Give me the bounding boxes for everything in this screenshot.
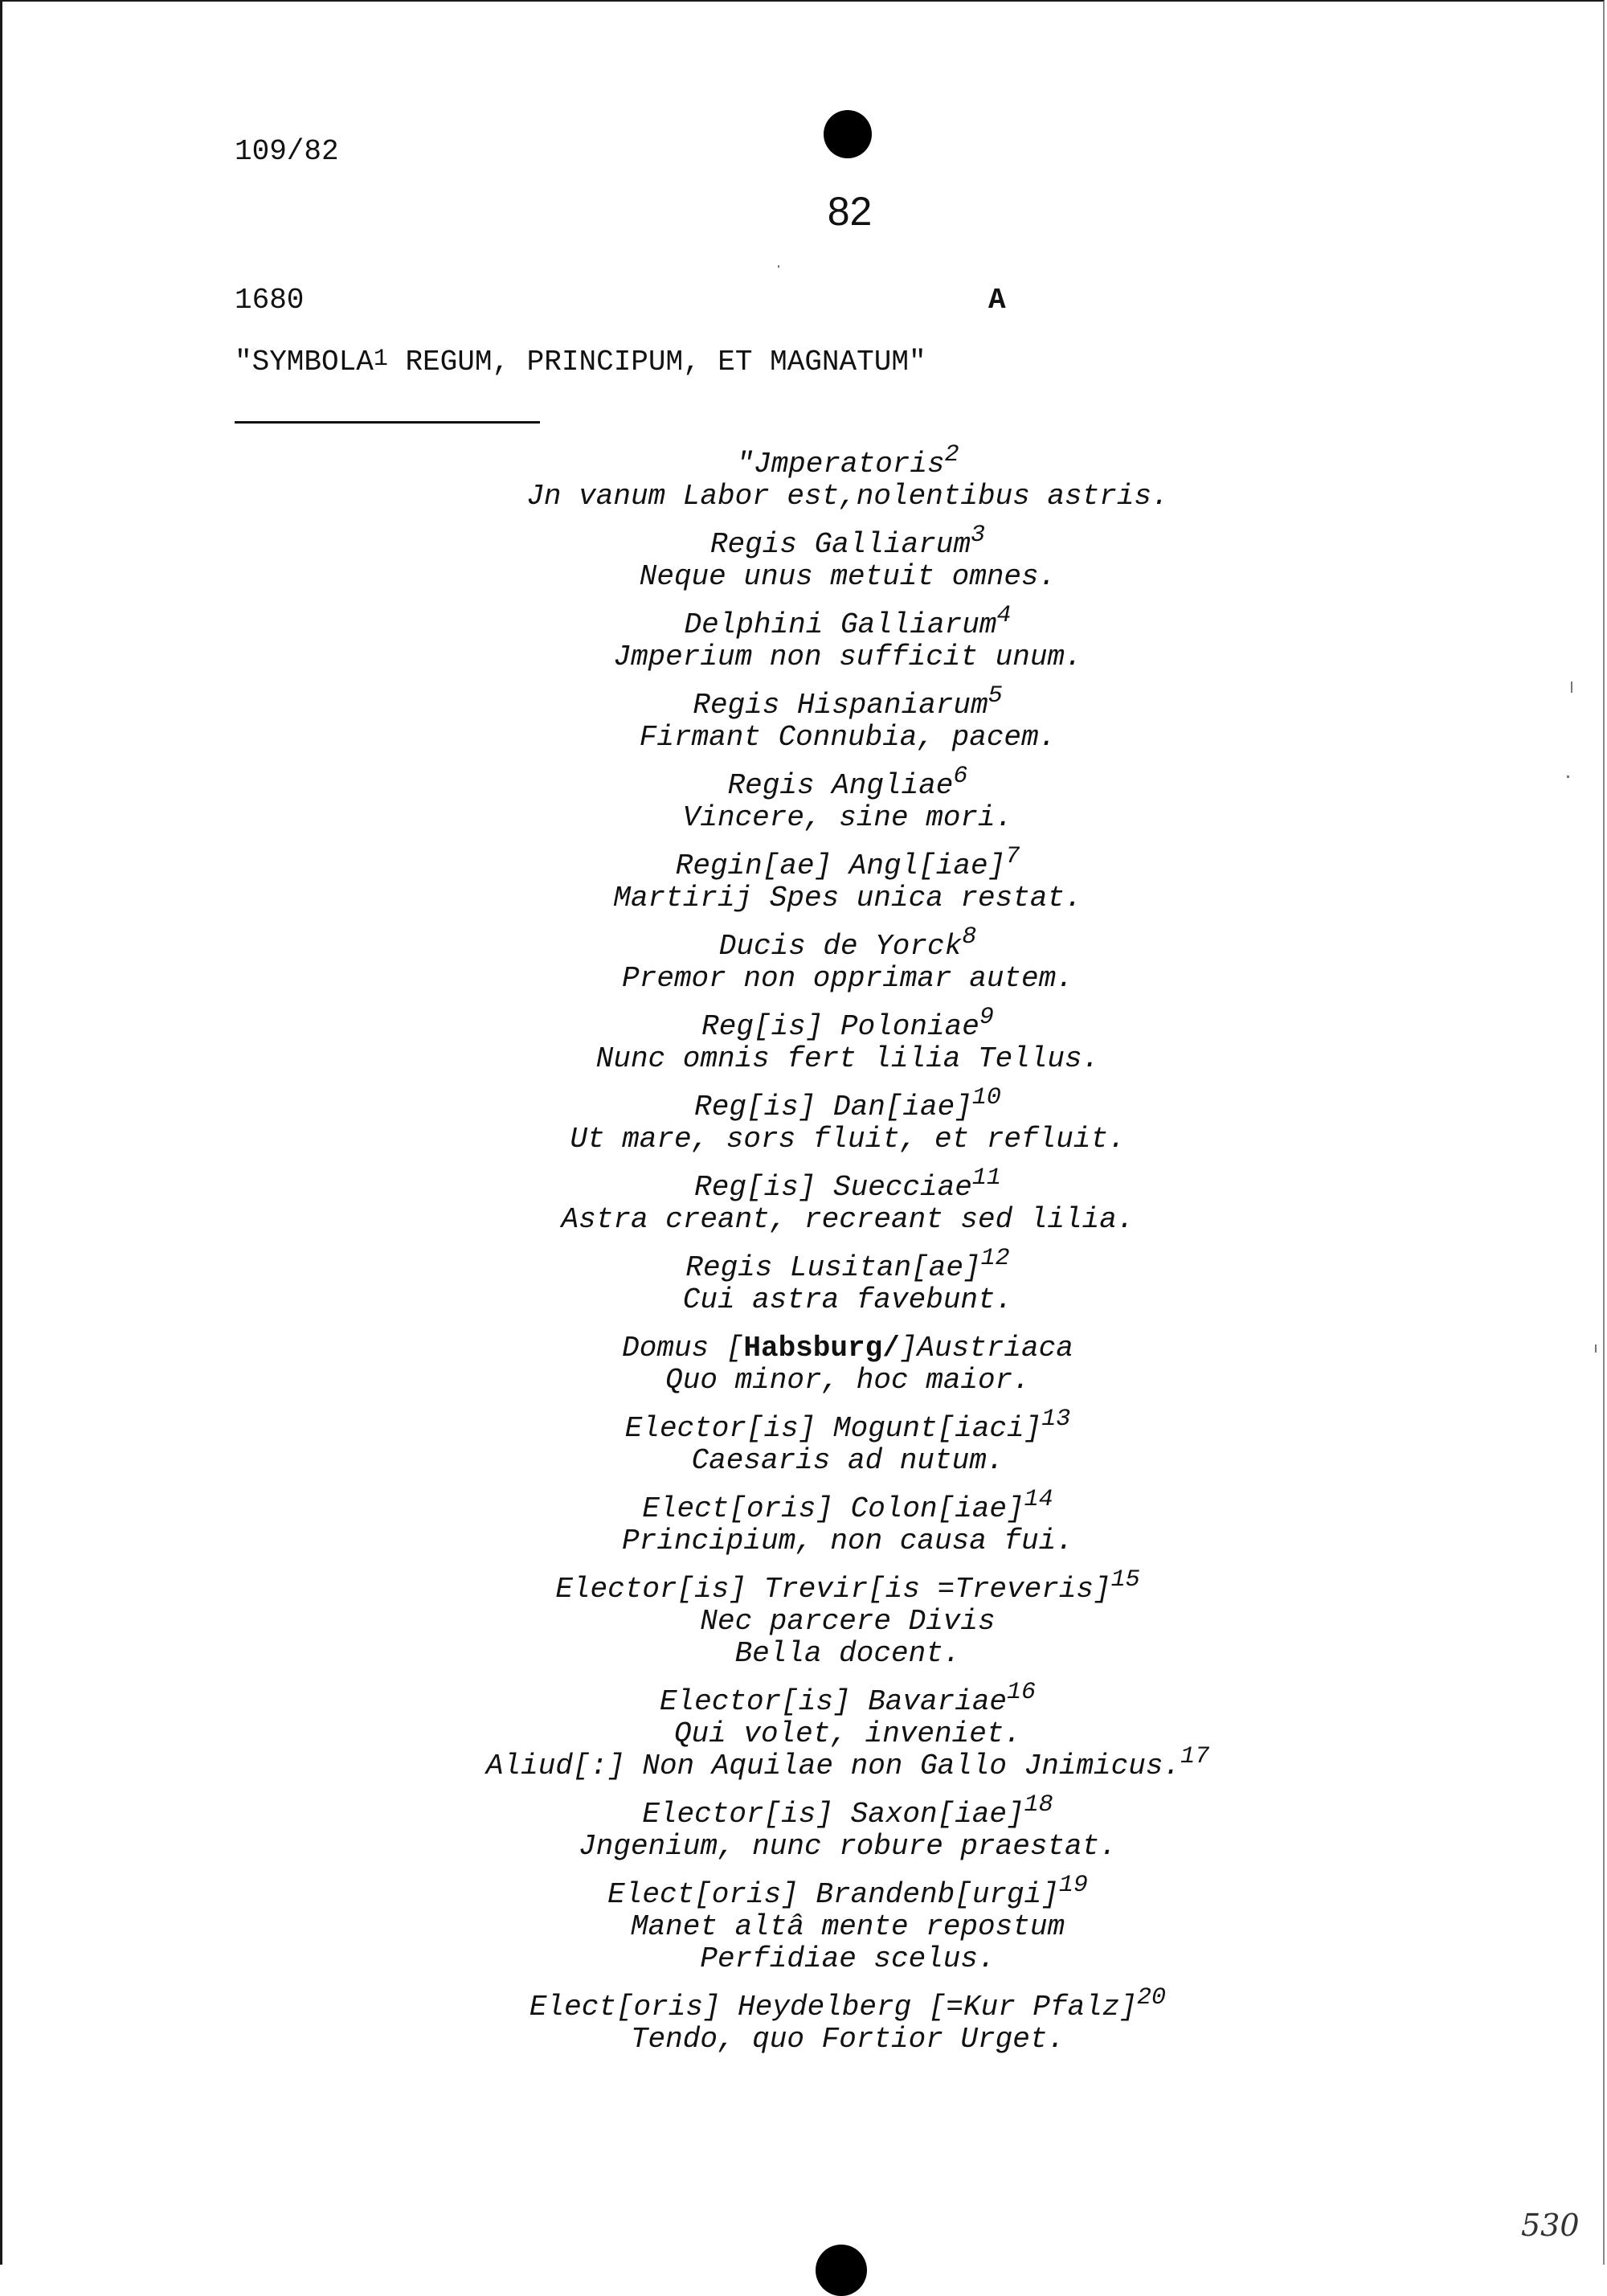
document-year: 1680 xyxy=(235,284,305,317)
heading-text: Reg[is] Poloniae xyxy=(701,1010,979,1043)
heading-text: Elect[oris] Colon[iae] xyxy=(642,1492,1024,1525)
heading-text: Reg[is] Suecciae xyxy=(694,1171,972,1204)
entry-heading xyxy=(321,1245,1374,1284)
footnote-mark: 2 xyxy=(944,441,959,469)
symbolum-entry xyxy=(321,763,1374,834)
entries-group-1 xyxy=(321,441,1374,1316)
section-letter: A xyxy=(988,284,1006,317)
entry-heading xyxy=(321,441,1374,481)
symbolum-entry xyxy=(321,602,1374,673)
entry-heading xyxy=(321,602,1374,641)
entry-motto: Jn vanum Labor est,nolentibus astris. xyxy=(526,480,1169,513)
heading-text: Elector[is] Mogunt[iaci] xyxy=(624,1412,1042,1445)
entry-motto: Ut mare, sors fluit, et refluit. xyxy=(570,1123,1126,1156)
entry-bavaria xyxy=(321,1679,1374,1782)
heading-text: Elector[is] Trevir[is =Treveris] xyxy=(555,1573,1111,1606)
entry-habsburg xyxy=(321,1332,1374,1397)
entry-motto: Neque unus metuit omnes. xyxy=(639,560,1057,593)
entry-motto: Perfidiae scelus. xyxy=(700,1942,996,1975)
entry-motto: Nec parcere Divis xyxy=(700,1605,996,1638)
entry-heading xyxy=(321,1566,1374,1606)
title-footnote-mark: 1 xyxy=(373,346,388,373)
symbolum-entry xyxy=(321,1164,1374,1236)
symbolum-entry xyxy=(321,1984,1374,2056)
footnote-mark: 4 xyxy=(996,602,1012,629)
entry-heading xyxy=(321,1406,1374,1445)
symbolum-entry xyxy=(321,1486,1374,1557)
entry-heading xyxy=(321,1332,1374,1365)
title-rule xyxy=(235,421,540,424)
entry-motto: Jmperium non sufficit unum. xyxy=(613,641,1082,673)
page-number: 82 xyxy=(827,189,873,234)
symbolum-entry xyxy=(321,1872,1374,1975)
footnote-mark: 15 xyxy=(1110,1566,1140,1594)
entry-heading xyxy=(321,1984,1374,2024)
footnote-mark: 10 xyxy=(971,1084,1001,1111)
punch-hole-top xyxy=(824,110,872,158)
heading-prefix: Domus [ xyxy=(622,1332,744,1365)
entry-motto-alternate xyxy=(321,1743,1374,1782)
title-text-end: REGUM, PRINCIPUM, ET MAGNATUM" xyxy=(387,346,926,379)
entry-heading xyxy=(321,1679,1374,1718)
heading-text: Elect[oris] Heydelberg [=Kur Pfalz] xyxy=(529,1991,1138,2024)
footnote-mark: 13 xyxy=(1041,1406,1071,1433)
entry-motto: Premor non opprimar autem. xyxy=(622,962,1073,995)
heading-text: Regis Angliae xyxy=(727,769,954,802)
entry-heading xyxy=(321,923,1374,963)
document-title xyxy=(235,346,926,379)
entry-motto: Principium, non causa fui. xyxy=(622,1525,1073,1557)
punch-hole-bottom xyxy=(816,2245,867,2296)
entry-motto: Jngenium, nunc robure praestat. xyxy=(579,1830,1117,1863)
footnote-mark: 6 xyxy=(953,763,968,790)
heading-text: Elector[is] Saxon[iae] xyxy=(642,1798,1024,1831)
footnote-mark: 12 xyxy=(980,1245,1010,1272)
heading-text: Regis Lusitan[ae] xyxy=(685,1251,981,1284)
symbolum-entry xyxy=(321,1245,1374,1316)
entry-heading xyxy=(321,1791,1374,1831)
heading-text: Delphini Galliarum xyxy=(684,608,997,641)
symbolum-entry xyxy=(321,1791,1374,1863)
handwritten-note: 530 xyxy=(1521,2208,1580,2243)
footnote-mark: 3 xyxy=(971,522,986,549)
footnote-mark: 16 xyxy=(1007,1679,1037,1706)
document-reference: 109/82 xyxy=(235,135,339,168)
entry-motto: Cui astra favebunt. xyxy=(682,1283,1013,1316)
entry-motto: Nunc omnis fert lilia Tellus. xyxy=(595,1042,1100,1075)
entry-heading xyxy=(321,763,1374,802)
entry-heading xyxy=(321,1084,1374,1123)
entry-motto: Astra creant, recreant sed lilia. xyxy=(561,1203,1135,1236)
symbola-list xyxy=(321,441,1374,2072)
scan-speck xyxy=(1567,776,1569,778)
footnote-mark: 20 xyxy=(1137,1984,1167,2012)
entry-heading xyxy=(321,843,1374,882)
entry-motto: Manet altâ mente repostum xyxy=(630,1910,1065,1943)
entries-group-3 xyxy=(321,1791,1374,2056)
entry-heading xyxy=(321,1872,1374,1911)
title-text-start: "SYMBOLA xyxy=(235,346,374,379)
motto-text: Aliud[:] Non Aquilae non Gallo Jnimicus. xyxy=(485,1750,1181,1782)
footnote-mark: 7 xyxy=(1005,843,1020,870)
scan-speck xyxy=(1595,1344,1597,1353)
footnote-mark: 11 xyxy=(971,1164,1001,1192)
entry-heading xyxy=(321,522,1374,561)
entry-motto: Caesaris ad nutum. xyxy=(691,1444,1004,1477)
footnote-mark: 17 xyxy=(1180,1743,1210,1770)
heading-text: Regis Hispaniarum xyxy=(693,689,988,722)
heading-suffix: ]Austriaca xyxy=(899,1332,1073,1365)
entry-motto: Qui volet, inveniet. xyxy=(673,1717,1022,1750)
footnote-mark: 18 xyxy=(1024,1791,1053,1819)
symbolum-entry xyxy=(321,1004,1374,1075)
heading-text: Ducis de Yorck xyxy=(718,930,963,963)
heading-text: Regis Galliarum xyxy=(709,528,971,561)
heading-text: "Jmperatoris xyxy=(736,448,945,481)
entry-motto: Firmant Connubia, pacem. xyxy=(639,721,1057,754)
symbolum-entry xyxy=(321,923,1374,995)
heading-text: Regin[ae] Angl[iae] xyxy=(675,849,1006,882)
heading-text: Elector[is] Bavariae xyxy=(659,1685,1008,1718)
entry-heading xyxy=(321,1486,1374,1525)
heading-text: Reg[is] Dan[iae] xyxy=(694,1091,972,1123)
entry-heading xyxy=(321,1164,1374,1204)
symbolum-entry xyxy=(321,843,1374,915)
symbolum-entry xyxy=(321,1406,1374,1477)
entry-motto: Vincere, sine mori. xyxy=(682,801,1013,834)
entries-group-2 xyxy=(321,1406,1374,1670)
entry-motto: Bella docent. xyxy=(734,1637,961,1670)
entry-heading xyxy=(321,682,1374,722)
symbolum-entry xyxy=(321,441,1374,513)
scan-speck xyxy=(1571,681,1572,693)
symbolum-entry xyxy=(321,682,1374,754)
footnote-mark: 14 xyxy=(1024,1486,1053,1513)
symbolum-entry xyxy=(321,1084,1374,1156)
entry-heading xyxy=(321,1004,1374,1043)
scan-speck xyxy=(778,265,779,268)
footnote-mark: 19 xyxy=(1058,1872,1088,1899)
footnote-mark: 5 xyxy=(988,682,1003,710)
footnote-mark: 8 xyxy=(962,923,977,951)
heading-bold-insert: Habsburg/ xyxy=(743,1332,900,1365)
entry-motto: Martirij Spes unica restat. xyxy=(613,882,1082,915)
symbolum-entry xyxy=(321,522,1374,593)
footnote-mark: 9 xyxy=(979,1004,994,1031)
entry-motto: Tendo, quo Fortior Urget. xyxy=(630,2023,1065,2056)
symbolum-entry xyxy=(321,1566,1374,1670)
entry-motto: Quo minor, hoc maior. xyxy=(665,1364,1030,1397)
heading-text: Elect[oris] Brandenb[urgi] xyxy=(607,1878,1059,1911)
